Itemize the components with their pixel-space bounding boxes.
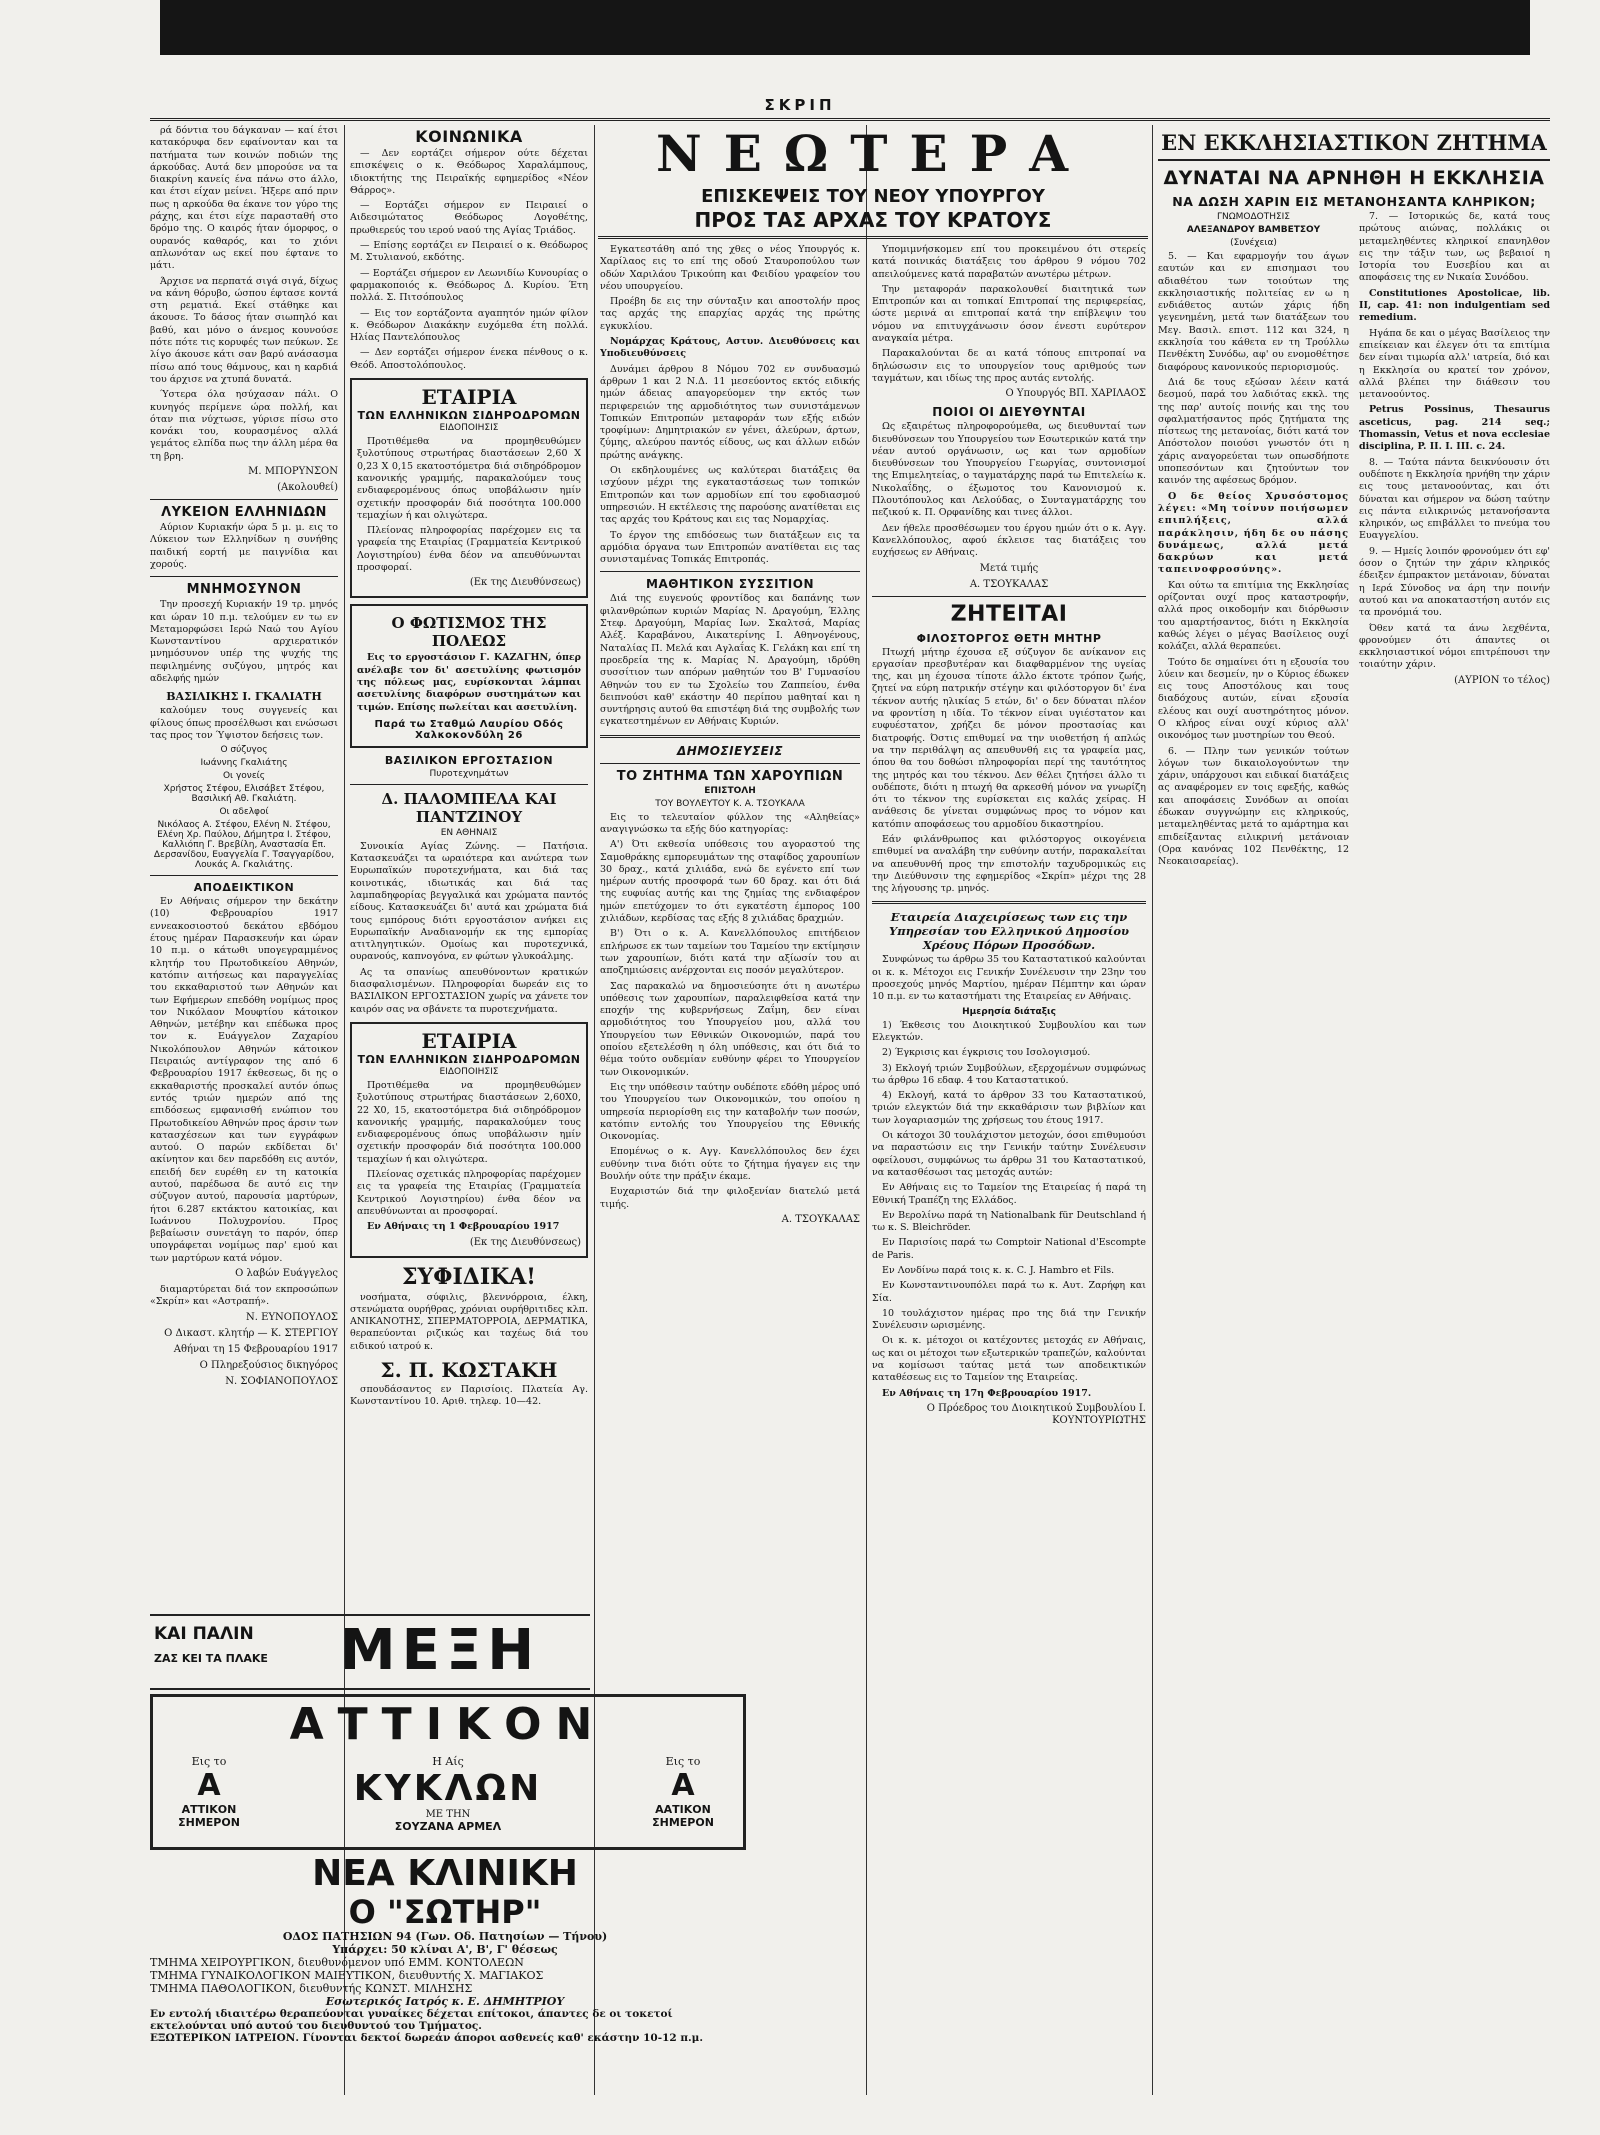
neotera-banner: ΕΠΙΣΚΕΨΕΙΣ ΤΟΥ ΝΕΟΥ ΥΠΟΥΡΓΟΥ ΠΡΟΣ ΤΑΣ ΑΡΧΑΣ ΤΟΥ ΚΡΑΤΟΥΣ (598, 186, 1148, 239)
apodeiktikon-sig: Ν. ΕΥΝΟΠΟΥΛΟΣ (246, 1311, 338, 1323)
railway-notice-1: ΕΤΑΙΡΙΑ ΤΩΝ ΕΛΛΗΝΙΚΩΝ ΣΙΔΗΡΟΔΡΟΜΩΝ ΕΙΔΟΠΟΙΗΣΙΣ Προτιθέμεθα να προμηθευθώμεν ξυλοτύπους στρωτήρας διαστάσεων 2,60 Χ 0,23 Χ 0,15 εκατοστόμετρα διά σιδηρόδρομον κανονικής γραμμής, παρακαλούμεν τους ενδιαφερομένους όπως υποβάλωσιν ημίν σχετικήν προσφοράν διά ποσότητα 100.000 τεμαχίων ή και ολιγώτερα. Πλείονας πληροφορίας παρέχομεν εις τα γραφεία της Εταιρίας (Γραμματεία Κεντρικού Λογιστηρίου) ένθα δέον να απευθύνωνται προσφοραί. (Εκ της Διευθύνσεως) (350, 378, 588, 598)
poioi-heading: ΠΟΙΟΙ ΟΙ ΔΙΕΥΘΥΝΤΑΙ (932, 405, 1086, 420)
fireworks-company: Δ. ΠΑΛΟΜΠΕΛΑ ΚΑΙ ΠΑΝΤΖΙΝΟΥ (381, 789, 557, 826)
serial-continued: (Ακολουθεί) (277, 482, 338, 494)
apodeiktikon-text: Εν Αθήναις σήμερον την δεκάτην (10) Φεβρουαρίου 1917 εννεακοσιοστού δεκάτου εβδόμου έτους ημέραν Παρασκευήν και ώραν 10 π.μ. ο κάτωθι υπογεγραμμένος κλητήρ του Πρωτοδικείου Αθηνών, κατόπιν αιτήσεως και παραγγελίας του εκκαθαριστού των Αθηνών και των Εφήμερων επεδόθη νομίμως προς τον Νικόλαον Μουφτίου κάτοικον Αθηνών, μετέβην και επέδωκα προς τον κ. Ευάγγελον Ζαχαρίου Νικολόπουλον Αθηνών κάτοικον Πειραιώς αντίγραφον της από 6 Φεβρουαρίου 1917 έκθεσεως, δι ης ο εκκαθαριστής προσκαλεί αυτόν όπως εντός τριών ημερών από της επιδόσεως εμφανισθή ενώπιον του Πρωτοδικείου Αθηνών προς άρσιν των κατασχέσεων και των εγγράφων αυτού. Ο παρών εκδίδεται δι' ακίνητον και δεν παρεδόθη εις αυτόν, επειδή δεν ευρέθη εν τη κατοικία αυτού, παρέδωσα δε αυτό εις την σύζυγον αυτού, παρουσία μαρτύρων, ήτοι 6.287 εκτάκτου κατοικίας, και Ιωάννου Πολυχρονίου. Προς βεβαίωσιν συνετάγη το παρόν, όπερ υπογράφεται νομίμως παρ' εμού και των μαρτύρων κατά νόμον. (150, 896, 338, 1264)
clinic-ad: ΝΕΑ ΚΛΙΝΙΚΗ Ο "ΣΩΤΗΡ" ΟΔΟΣ ΠΑΤΗΣΙΩΝ 94 (Γων. Οδ. Πατησίων — Τήνου) Υπάρχει: 50 κλίναι Α', Β', Γ' θέσεως ΤΜΗΜΑ ΧΕΙΡΟΥΡΓΙΚΟΝ, διευθυνόμενον υπό ΕΜΜ. ΚΟΝΤΟΛΕΩΝ ΤΜΗΜΑ ΓΥΝΑΙΚΟΛΟΓΙΚΟΝ ΜΑΙΕΥΤΙΚΟΝ, διευθυντής Χ. ΜΑΓΙΑΚΟΣ ΤΜΗΜΑ ΠΑΘΟΛΟΓΙΚΟΝ, διευθυντής ΚΩΝΣΤ. ΜΙΛΗΣΗΣ Εσωτερικός Ιατρός κ. Ε. ΔΗΜΗΤΡΙΟΥ Εν εντολή ιδιαιτέρω θεραπεύονται γυναίκες δέχεται επίτοκοι, άπαντες δε οι τοκετοί εκτελούνται υπό αυτού του διευθυντού του Τμήματος. ΕΞΩΤΕΡΙΚΟΝ ΙΑΤΡΕΙΟΝ. Γίνονται δεκτοί δωρεάν άποροι ασθενείς καθ' εκάστην 10-12 π.μ. (150, 1854, 704, 2044)
neotera-heading: ΝΕΩΤΕΡΑ (655, 124, 1091, 183)
ekklisia-headline: ΔΥΝΑΤΑΙ ΝΑ ΑΡΝΗΘΗ Η ΕΚΚΛΗΣΙΑ (1163, 167, 1545, 189)
apodeiktikon-sig: Αθήναι τη 15 Φεβρουαρίου 1917 (173, 1343, 338, 1355)
scan-top-band (0, 0, 1600, 55)
signatory-role: Οι αδελφοί (219, 807, 269, 818)
serial-paragraph: Ύστερα όλα ησύχασαν πάλι. Ο κυνηγός περίμενε ώρα πολλή, και όταν πια νύχτωσε, γύρισε πίσω στο κονάκι του, κουρασμένος αλλά γεμάτος ελπίδα πως την άλλη μέρα θα τη βρη. (150, 389, 338, 462)
fireworks-sub: Πυροτεχνημάτων (429, 768, 509, 779)
mnimosyno-name: ΒΑΣΙΛΙΚΗΣ Ι. ΓΚΑΛΙΑΤΗ (166, 690, 322, 704)
zitei-heading: ΖΗΤΕΙΤΑΙ (950, 601, 1068, 627)
fireworks-heading: ΒΑΣΙΛΙΚΟΝ ΕΡΓΟΣΤΑΣΙΟΝ (384, 753, 554, 767)
koinonika-item: — Εις τον εορτάζοντα αγαπητόν ημών φίλον κ. Θεόδωρον Διακάκην ευχόμεθα έτη πολλά. Ηλίας Παντελόπουλος (350, 307, 588, 344)
mnimosyno-heading: ΜΝΗΜΟΣΥΝΟΝ (186, 582, 302, 598)
dimosieyseis-heading: ΔΗΜΟΣΙΕΥΣΕΙΣ (676, 743, 784, 758)
apodeiktikon-sig: Ο λαβών Ευάγγελος (235, 1268, 338, 1280)
ekklisia-heading: ΕΝ ΕΚΚΛΗΣΙΑΣΤΙΚΟΝ ΖΗΤΗΜΑ (1158, 130, 1550, 161)
syfilis-heading: ΣΥΦΙΔΙΚΑ! (402, 1263, 536, 1290)
lykeion-heading: ΛΥΚΕΙΟΝ ΕΛΛΗΝΙΔΩΝ (161, 505, 327, 521)
mnimosyno-text: Την προσεχή Κυριακήν 19 τρ. μηνός και ώραν 10 π.μ. τελούμεν εν τω εν Μεταμορφώσει Ιερώ Ναώ του Αγίου Κωνσταντίνου αρχιερατικόν μνημόσυνον υπέρ της ψυχής της πεφιλημένης συζύγου, μητρός και αδελφής ημών (150, 599, 338, 684)
page-label: ΣΚΡΙΠ (764, 96, 836, 114)
mnimosyno-text: καλούμεν τους συγγενείς και φίλους όπως προσέλθωσι και ενώσωσι τας προς τον Ύψιστον δεήσεις των. (150, 705, 338, 741)
lighting-ad: Ο ΦΩΤΙΣΜΟΣ ΤΗΣ ΠΟΛΕΩΣ Εις το εργοστάσιον Γ. ΚΑΖΑΓΗΝ, όπερ ανέλαβε τον δι' ασετυλίνης φωτισμόν της πόλεως μας, ευρίσκονται λάμπαι ασετυλίνης διαφόρων συστημάτων και τιμών. Επίσης πωλείται και ασετυλίνη. Παρά τω Σταθμώ Λαυρίου Οδός Χαλκοκονδύλη 26 (350, 604, 588, 747)
mathitiko-heading: ΜΑΘΗΤΙΚΟΝ ΣΥΣΣΙΤΙΟΝ (646, 577, 814, 592)
koinonika-item: — Εορτάζει σήμερον εν Λεωνιδίω Κυνουρίας ο φαρμακοποιός κ. Θεόδωρος Δ. Κυρίου. Έτη πολλά. Σ. Πιτσόπουλος (350, 267, 588, 304)
koinonika-item: — Δεν εορτάζει σήμερον ούτε δέχεται επισκέψεις ο κ. Θεόδωρος Χαραλάμπους, ιδιοκτήτης της Πειραϊκής εφημερίδος «Νέον Θάρρος». (350, 148, 588, 196)
railway-notice-2: ΕΤΑΙΡΙΑ ΤΩΝ ΕΛΛΗΝΙΚΩΝ ΣΙΔΗΡΟΔΡΟΜΩΝ ΕΙΔΟΠΟΙΗΣΙΣ Προτιθέμεθα να προμηθευθώμεν ξυλοτύπους στρωτήρας διαστάσεων 2,60X0, 22 X0, 15, εκατοστόμετρα διά σιδηρόδρομον κανονικής γραμμής, παρακαλούμεν τους ενδιαφερομένους όπως υποβάλωσιν ημίν σχετικήν προσφοράν διά ποσότητα 100.000 τεμαχίων ή και ολιγώτερα. Πλείονας σχετικάς πληροφορίας παρέχομεν εις τα γραφεία της Εταιρίας (Γραμματεία Κεντρικού Λογιστηρίου) ένθα δέον να απευθύνωνται αι προσφοραί. Εν Αθήναις τη 1 Φεβρουαρίου 1917 (Εκ της Διευθύνσεως) (350, 1022, 588, 1258)
signatory-role: Οι γονείς (222, 771, 266, 782)
lykeion-text: Αύριον Κυριακήν ώρα 5 μ. μ. εις το Λύκειον των Ελληνίδων η συνήθης παιδική εορτή με παιγνίδια και χορούς. (150, 522, 338, 570)
column-5: ΕΝ ΕΚΚΛΗΣΙΑΣΤΙΚΟΝ ΖΗΤΗΜΑ ΔΥΝΑΤΑΙ ΝΑ ΑΡΝΗΘΗ Η ΕΚΚΛΗΣΙΑ ΝΑ ΔΩΣΗ ΧΑΡΙΝ ΕΙΣ ΜΕΤΑΝΟΗΣΑΝΤΑ ΚΛΗΡΙΚΟΝ; ΓΝΩΜΟΔΟΤΗΣΙΣ ΑΛΕΞΑΝΔΡΟΥ ΒΑΜΒΕΤΣΟΥ (Συνέχεια) 5. — Και εφαρμογήν του άγων εαυτών και εν επισημασι του αδιαθέτου των τοιούτων της εκκλησιαστικής πολιτείας εν ω η ενδιάθετος αυτών χάρις ήδη γεγενημένη, μετά των διατάξεων του Μεγ. Βασιλ. επιστ. 112 και 324, η εκκλησία του κάθετα εν τη Τρούλλω Πενθέκτη Συνόδω, αφ' ου ενομοθέτησε διαφόρους κανονικούς περιορισμούς. Διά δε τους εξώσαν λέειν κατά δεσμού, παρά του λαδιότας εκκλ. της της παρ' αυτοίς ποινής και της του σφαλματήσαντος πρός ζητήματα της πίστεως της μετανοίας, διότι κατά τον Απόστολον ποιούσι γνωστόν ότι η χάρις αναγορεύεται των οπωσδήποτε υποπεσόντων και ζητούντων τον καινόν της αφέσεως δρόμον. Ο δε θείος Χρυσόστομος λέγει: «Μη τοίνυν ποιήσωμεν επιπλήξεις, αλλά παράκλησιν, ήδη δε ου πάσης δυνάμεως, αλλά μετά δακρύων και μετά ταπεινοφροσύνης». Και ούτω τα επιτίμια της Εκκλησίας ορίζονται ουχί προς καταστροφήν, αλλά προς οικοδομήν και διόρθωσιν του αμαρτήσαντος, διότι η Εκκλησία καθώς λέγει ο μέγας Βασίλειος ουχί κολάζει, αλλά θεραπεύει. Τούτο δε σημαίνει ότι η εξουσία του λύειν και δεσμείν, ην ο Κύριος έδωκεν εις τους Αποστόλους και τους διαδόχους αυτών, είναι εξουσία ελέους και ουχί αυστηρότητος μόνον. Ο κλήρος είναι ουχί κύριος αλλ' οικονόμος των μυστηρίων του Θεού. 6. — Πλην των γενικών τούτων λόγων των δικαιολογούντων την χάριν, υπάρχουσι και ειδικαί διατάξεις ας αναφέρομεν εν τοις εφεξής, καθώς και αποφάσεις Συνόδων αι οποίαι έδωκαν συγγνώμην εις κληρικούς, μεταμεληθέντας μετά το αμάρτημα και επιδείξαντας ειλικρινή μετάνοιαν (Ορα κανόνας 102 Πενθέκτης, 12 Νεοκαισαρείας). 7. — Ιστορικώς δε, κατά τους πρώτους αιώνας, πολλάκις οι μεταμεληθέντες κληρικοί επανηλθον εις την τάξιν των, ως βεβαιοί η Ιστορία του Ευσεβίου και αι αποφάσεις της εν Νικαία Συνόδου. Constitutiones Apostolicae, lib. II, cap. 41: non indulgentiam sed remedium. Ηγάπα δε και ο μέγας Βασίλειος την επιείκειαν και έλεγεν ότι τα επιτίμια δεν είναι τιμωρία αλλ' ιατρεία, διό και η Εκκλησία ου κρατεί τον χρόνον, αλλά βλέπει την διάθεσιν του μετανοούντος. Petrus Possinus, Thesaurus asceticus, pag. 214 seq.; Thomassin, Vetus et nova ecclesiae disciplina, P. II. I. III. c. 24. 8. — Ταύτα πάντα δεικνύουσιν ότι ουδέποτε η Εκκλησία ηρνήθη την χάριν εις τους μετανοούντας, και ότι δύναται και σήμερον να δώση ταύτην εις πάντα ειλικρινώς μετανοήσαντα κληρικόν, ως επιβάλλει το πνεύμα του Ευαγγελίου. 9. — Ημείς λοιπόν φρονούμεν ότι εφ' όσον ο ζητών την χάριν κληρικός έδειξεν έμπρακτον μετάνοιαν, δύναται η Ιερά Σύνοδος να άρη την ποινήν αυτού και να αποκαταστήση αυτόν εις τα προνόμιά του. Όθεν κατά τα άνω λεχθέντα, φρονούμεν ότι άπαντες οι εκκλησιαστικοί νόμοι επιτρέπουσι την τοιαύτην χάριν. (ΑΥΡΙΟΝ το τέλος) (1158, 130, 1550, 868)
koinonika-item: — Εορτάζει σήμερον εν Πειραιεί ο Αιδεσιμώτατος Θεόδωρος Λογοθέτης, πρωθιερεύς του ιερού ναού της Αγίας Τριάδος. (350, 200, 588, 236)
attikon-ad: ΑΤΤΙΚΟΝ Εις το Α ΑΤΤΙΚΟΝ ΣΗΜΕΡΟΝ Η Αίς ΚΥΚΛΩΝ ΜΕ ΤΗΝ ΣΟΥΖΑΝΑ ΑΡΜΕΛ Εις το Α ΑΑΤΙΚΟΝ ΣΗΜΕΡΟΝ (150, 1694, 746, 1850)
apodeiktikon-heading: ΑΠΟΔΕΙΚΤΙΚΟΝ (193, 881, 295, 895)
column-rule (866, 125, 867, 2095)
serial-paragraph: ρά δόντια του δάγκαναν — καί έτσι κατακόρυφα δεν εφαίνονταν και τα πατήματα των κοινών ποδιών της άρκούδας. Αυτά δεν μπορούσε να τα διακρίνη κανείς ένα πάνω στο άλλο, και έτσι είχαν μείνει. Ήξερε από πριν πως η αρκούδα θα έκανε τον γύρο της ράχης, και έτσι είχε παρασταθή στο δρόμο της. Ο καιρός ήταν όμορφος, ο ουρανός καθαρός, και το χιόνι απλωνόταν ως εκεί που έφτανε το μάτι. (150, 125, 338, 272)
signatory-names: Νικόλαος Α. Στέφου, Ελένη Ν. Στέφου, Ελένη Χρ. Παύλου, Δήμητρα Ι. Στέφου, Καλλιόπη Γ. Βρεβίλη, Αναστασία Επ. Δερσανίδου, Ευαγγελία Γ. Τσαγγαρίδου, Λουκάς Α. Γκαλιάτης. (153, 820, 335, 871)
syfilis-text: νοσήματα, σύφιλις, βλεννόρροια, έλκη, στενώματα ουρήθρας, χρόνιαι ουρήθριτιδες κλπ. ΑΝΙΚΑΝΟΤΗΣ, ΣΠΕΡΜΑΤΟΡΡΟΙΑ, ΔΕΡΜΑΤΙΚΑ, θεραπεύονται ριζικώς και ταχέως διά του ειδικού ιατρού κ. (350, 1291, 588, 1352)
column-1 (150, 125, 338, 1685)
mathitiko-text: Διά της ευγενούς φροντίδος και δαπάνης των φιλανθρώπων κυριών Μαρίας Ν. Δραγούμη, Έλλης Στεφ. Δραγούμη, Μαρίας Ιων. Σκαλτσά, Μαρίας Αλέξ. Καραβάνου, Αικατερίνης Ι. Αθηνογένους, Ναταλίας Π. Μελά και Αγλαΐας Κ. Γελάκη και επί τη προεδρεία της κ. Μαρίας Ν. Δραγούμη, ιδρύθη συσσίτιον των απόρων μαθητών του Β' Γυμνασίου Αθηνών του εν τω Σχολείω του Ζαππείου, ένθα δειπνούσι καθ' εκάστην 40 περίπου μαθηταί και η συντήρησις αυτού θα επιστέφη διά της συμβολής των εγκατεστημένων εν Αθήναις Κυριών. (600, 593, 860, 728)
koinonika-heading: ΚΟΙΝΩΝΙΚΑ (415, 127, 523, 146)
top-rule (150, 118, 1550, 121)
column-4: Υπομιμνήσκομεν επί του προκειμένου ότι στερείς κατά ποινικάς διατάξεις του άρθρου 9 νόμου 702 απειλούμενες κατά παραβατών ανωτέρω μέτρων. Την μεταφοράν παρακολουθεί διαιτητικά των Επιτροπών και αι τοπικαί Επιτροπαί της περιφερείας, ώστε μερινά αι επιτροπαί κατά την επίβλεψιν του νόμου να επιτυγχάνωσιν όσον ένεστι ευρύτερον αναγκαία μέτρα. Παρακαλούνται δε αι κατά τόπους επιτροπαί να δηλώσωσιν εις το υπουργείον τους αριθμούς των ταγμάτων, και ιδίως της προς αυτάς εντολής. Ο Υπουργός ΒΠ. ΧΑΡΙΛΑΟΣ ΠΟΙΟΙ ΟΙ ΔΙΕΥΘΥΝΤΑΙ Ως εξαιρέτως πληροφορούμεθα, ως διευθυνταί των διευθύνσεων του Υπουργείου των Εσωτερικών κατά την νέαν αυτού οργάνωσιν, ως και των αρμοδίων διευθύνσεων του Υπουργείου Γεωργίας, συντονισμοί της Επιμελητείας, ο ταγματάρχης παρά τω Επιτελείω κ. Νικολαΐδης, ο έξωμοτος του Κανονισμού κ. Πλουτόπουλος και Λελούδας, ο Συνταγματάρχης του πεζικού κ. Π. Ορφανίδης και τινες άλλοι. Δεν ήθελε προσθέσωμεν του έργου ημών ότι ο κ. Αγγ. Κανελλόπουλος, αφού έκλεισε τας διατάξεις του ευχήσεως εν Αθήναις. Μετά τιμής Α. ΤΣΟΥΚΑΛΑΣ ΖΗΤΕΙΤΑΙ ΦΙΛΟΣΤΟΡΓΟΣ ΘΕΤΗ ΜΗΤΗΡ Πτωχή μήτηρ έχουσα εξ σύζυγον δε ανίκανον εις εργασίαν πρεσβυτέραν και διαφθαρμένον της υγείας της, και μη έχουσα τίποτε άλλο έκτοτε τρόπον ζωής, ζητεί να εύρη πατρικήν στέγην και φιλόστοργον δι' ένα τέκνον αυτής ηλικίας 5 ετών, δι' ο δεν δύναται πλέον να φροντίση η ιδία. Το τέκνον είναι υγιέστατον και ευφυέστατον, χρήζει δε μόνον προστασίας και διατροφής. Όστις επιθυμεί να την υιοθετήση ή απλώς να την περιθάλψη ας απευθυνθή εις τα γραφεία μας, όπου θα του δοθώσι πληροφορίαι περί της ταυτότητος της μητρός και του τέκνου. Δεν θέλει ζητήσει άλλο τι ουδέποτε, διότι η πτωχή θα αρκεσθή μόνον να γνωρίζη ότι το τέκνον της ευρίσκεται εις καλάς χείρας. Η ανάθεσις δε γίνεται συμφώνως προς το νόμον και κατόπιν αποφάσεως του αρμοδίου δικαστηρίου. Εάν φιλάνθρωπος και φιλόστοργος οικογένεια επιθυμεί να αναλάβη την ευθύνην αυτήν, παρακαλείται να απευθυνθή προς την επιστολήν ταχυδρομικώς εις την Διεύθυνσιν της εφημερίδος «Σκρίπ» μέχρι της 28 της λήγουσης τρ. μηνός. Εταιρεία Διαχειρίσεως των εις την Υπηρεσίαν του Ελληνικού Δημοσίου Χρέους Πόρων Προσόδων. Συνφώνως τω άρθρω 35 του Καταστατικού καλούνται οι κ. κ. Μέτοχοι εις Γενικήν Συνέλευσιν την 23ην του προσεχούς μηνός Μαρτίου, ημέραν Πέμπτην και ώραν 10 π.μ. εν τω καταστήματι της Εταιρείας εν Αθήναις. Ημερησία διάταξις 1) Έκθεσις του Διοικητικού Συμβουλίου και των Ελεγκτών. 2) Έγκρισις και έγκρισις του Ισολογισμού. 3) Εκλογή τριών Συμβούλων, εξερχομένων συμφώνως τω άρθρω 16 εδαφ. 4 του Καταστατικού. 4) Εκλογή, κατά το άρθρον 33 του Καταστατικού, τριών ελεγκτών διά την εκκαθάρισιν των βιβλίων και των λογαριασμών της χρήσεως του έτους 1917. Οι κάτοχοι 30 τουλάχιστον μετοχών, όσοι επιθυμούσι να παραστώσιν εις την Γενικήν ταύτην Συνέλευσιν οφείλουσι, συμφώνως τω άρθρω 31 του Καταστατικού, να κατασθέσωσι τας μετοχάς αυτών: Εν Αθήναις εις το Ταμείον της Εταιρείας ή παρά τη Εθνική Τραπέζη της Ελλάδος. Εν Βερολίνω παρά τη Nationalbank für Deutschland ή τω κ. S. Bleichröder. Εν Παρισίοις παρά τω Comptoir National d'Escompte de Paris. Εν Λονδίνω παρά τοις κ. κ. C. J. Hambro et Fils. Εν Κωνσταντινουπόλει παρά τω κ. Αυτ. Ζαρήφη και Σία. 10 τουλάχιστον ημέρας προ της διά την Γενικήν Συνέλευσιν ωρισμένης. Οι κ. κ. μέτοχοι οι κατέχοντες μετοχάς εν Αθήναις, ως και οι μέτοχοι των εξωτερικών τραπεζών, καλούνται να κομίσωσι ταύτας μετά των αποδεικτικών καταθέσεως εις το Ταμείον της Εταιρείας. Εν Αθήναις τη 17η Φεβρουαρίου 1917. Ο Πρόεδρος του Διοικητικού Συμβουλίου Ι. ΚΟΥΝΤΟΥΡΙΩΤΗΣ (872, 244, 1146, 1426)
column-2: ΚΟΙΝΩΝΙΚΑ — Δεν εορτάζει σήμερον ούτε δέχεται επισκέψεις ο κ. Θεόδωρος Χαραλάμπους, ιδιοκτήτης της Πειραϊκής εφημερίδος «Νέον Θάρρος». — Εορτάζει σήμερον εν Πειραιεί ο Αιδεσιμώτατος Θεόδωρος Λογοθέτης, πρωθιερεύς του ιερού ναού της Αγίας Τριάδος. — Επίσης εορτάζει εν Πειραιεί ο κ. Θεόδωρος Μ. Στυλιανού, εκδότης. — Εορτάζει σήμερον εν Λεωνιδίω Κυνουρίας ο φαρμακοποιός κ. Θεόδωρος Δ. Κυρίου. Έτη πολλά. Σ. Πιτσόπουλος — Εις τον εορτάζοντα αγαπητόν ημών φίλον κ. Θεόδωρον Διακάκην ευχόμεθα έτη πολλά. Ηλίας Παντελόπουλος — Δεν εορτάζει σήμερον ένεκα πένθους ο κ. Θεόδ. Αποστολόπουλος. ΕΤΑΙΡΙΑ ΤΩΝ ΕΛΛΗΝΙΚΩΝ ΣΙΔΗΡΟΔΡΟΜΩΝ ΕΙΔΟΠΟΙΗΣΙΣ Προτιθέμεθα να προμηθευθώμεν ξυλοτύπους στρωτήρας διαστάσεων 2,60 Χ 0,23 Χ 0,15 εκατοστόμετρα διά σιδηρόδρομον κανονικής γραμμής, παρακαλούμεν τους ενδιαφερομένους όπως υποβάλωσιν ημίν σχετικήν προσφοράν διά ποσότητα 100.000 τεμαχίων ή και ολιγώτερα. Πλείονας πληροφορίας παρέχομεν εις τα γραφεία της Εταιρίας (Γραμματεία Κεντρικού Λογιστηρίου) ένθα δέον να απευθύνωνται προσφοραί. (Εκ της Διευθύνσεως) Ο ΦΩΤΙΣΜΟΣ ΤΗΣ ΠΟΛΕΩΣ Εις το εργοστάσιον Γ. ΚΑΖΑΓΗΝ, όπερ ανέλαβε τον δι' ασετυλίνης φωτισμόν της πόλεως μας, ευρίσκονται λάμπαι ασετυλίνης διαφόρων συστημάτων και τιμών. Επίσης πωλείται και ασετυλίνη. Παρά τω Σταθμώ Λαυρίου Οδός Χαλκοκονδύλη 26 ΒΑΣΙΛΙΚΟΝ ΕΡΓΟΣΤΑΣΙΟΝ Πυροτεχνημάτων Δ. ΠΑΛΟΜΠΕΛΑ ΚΑΙ ΠΑΝΤΖΙΝΟΥ ΕΝ ΑΘΗΝΑΙΣ Συνοικία Αγίας Ζώνης. — Πατήσια. Κατασκευάζει τα ωραιότερα και ανώτερα των Ευρωπαϊκών πυροτεχνήματα, και διά τας κοινοτικάς, ιδιωτικάς και διά τας λαμπαδηφορίας βεγγαλικά και χρώματα παντός είδους. Κατασκευάζει δι' αυτά και χρώματα διά τους εμπόρους διότι εργοστάσιον ανήκει εις Ευρωπαϊκήν Αναδιανομήν εκ της εμπορίας ατιτληγητικών. Ομοίως και πυροτεχνικά, ουρανούς, καπνογόνα, εν φώτων γλυκοάλμης. Ας τα σπανίως απευθύνοντων κρατικών διασφαλισμένων. Πληροφορίαι δωρεάν εις το ΒΑΣΙΛΙΚΟΝ ΕΡΓΟΣΤΑΣΙΟΝ χωρίς να χάνετε τον καιρόν σας να σβάνετε τα πυροτεχνήματα. ΕΤΑΙΡΙΑ ΤΩΝ ΕΛΛΗΝΙΚΩΝ ΣΙΔΗΡΟΔΡΟΜΩΝ ΕΙΔΟΠΟΙΗΣΙΣ Προτιθέμεθα να προμηθευθώμεν ξυλοτύπους στρωτήρας διαστάσεων 2,60X0, 22 X0, 15, εκατοστόμετρα διά σιδηρόδρομον κανονικής γραμμής, παρακαλούμεν τους ενδιαφερομένους όπως υποβάλωσιν ημίν σχετικήν προσφοράν διά ποσότητα 100.000 τεμαχίων ή και ολιγώτερα. Πλείονας σχετικάς πληροφορίας παρέχομεν εις τα γραφεία της Εταιρίας (Γραμματεία Κεντρικού Λογιστηρίου) ένθα δέον να απευθύνωνται αι προσφοραί. Εν Αθήναις τη 1 Φεβρουαρίου 1917 (Εκ της Διευθύνσεως) ΣΥΦΙΔΙΚΑ! νοσήματα, σύφιλις, βλεννόρροια, έλκη, στενώματα ουρήθρας, χρόνιαι ουρήθριτιδες κλπ. ΑΝΙΚΑΝΟΤΗΣ, ΣΠΕΡΜΑΤΟΡΡΟΙΑ, ΔΕΡΜΑΤΙΚΑ, θεραπεύονται ριζικώς και ταχέως διά του ειδικού ιατρού κ. Σ. Π. ΚΩΣΤΑΚΗ σπουδάσαντος εν Παρισίοις. Πλατεία Αγ. Κωνσταντίνου 10. Αριθ. τηλεφ. 10—42. (350, 127, 588, 1408)
serial-author: Μ. ΜΠΟΡΥΝΣΟΝ (248, 466, 338, 478)
doctor-address: σπουδάσαντος εν Παρισίοις. Πλατεία Αγ. Κωνσταντίνου 10. Αριθ. τηλεφ. 10—42. (350, 1384, 588, 1408)
doctor-name: Σ. Π. ΚΩΣΤΑΚΗ (380, 1358, 558, 1382)
fireworks-text: Συνοικία Αγίας Ζώνης. — Πατήσια. Κατασκευάζει τα ωραιότερα και ανώτερα των Ευρωπαϊκών πυροτεχνήματα, και διά τας κοινοτικάς, ιδιωτικάς και διά τας λαμπαδηφορίας βεγγαλικά και χρώματα παντός είδους. Κατασκευάζει δι' αυτά και χρώματα διά τους εμπόρους διότι εργοστάσιον ανήκει εις Ευρωπαϊκήν Αναδιανομήν εκ της εμπορίας ατιτληγητικών. Ομοίως και πυροτεχνικά, ουρανούς, καπνογόνα, εν φώτων γλυκοάλμης. (350, 840, 588, 963)
signatory-names: Χρήστος Στέφου, Ελισάβετ Στέφου, Βασιλική Αθ. Γκαλιάτη. (163, 784, 325, 805)
fireworks-text: Ας τα σπανίως απευθύνοντων κρατικών διασφαλισμένων. Πληροφορίαι δωρεάν εις το ΒΑΣΙΛΙΚΟΝ ΕΡΓΟΣΤΑΣΙΟΝ χωρίς να χάνετε τον καιρόν σας να σβάνετε τα πυροτεχνήματα. (350, 966, 588, 1015)
apodeiktikon-sig: διαμαρτύρεται διά τον εκπροσώπων «Σκρίπ» και «Αστραπή». (150, 1284, 338, 1308)
koinonika-item: — Δεν εορτάζει σήμερον ένεκα πένθους ο κ. Θεόδ. Αποστολόπουλος. (350, 347, 588, 371)
column-rule (1152, 125, 1153, 2095)
xaroupia-heading: ΤΟ ΖΗΤΗΜΑ ΤΩΝ ΧΑΡΟΥΠΙΩΝ (616, 768, 844, 784)
apodeiktikon-sig: Ο Πληρεξούσιος δικηγόρος (199, 1359, 338, 1371)
apodeiktikon-sig: Ο Δικαστ. κλητήρ — Κ. ΣΤΕΡΓΙΟΥ (164, 1327, 338, 1339)
mexi-ad: ΚΑΙ ΠΑΛΙΝ ΖΑΣ ΚΕΙ ΤΑ ΠΛΑΚΕ ΜΕΞΗ (150, 1614, 590, 1690)
signatory-names: Ιωάννης Γκαλιάτης (200, 758, 288, 769)
etaireia-heading: Εταιρεία Διαχειρίσεως των εις την Υπηρεσίαν του Ελληνικού Δημοσίου Χρέους Πόρων Προσόδων. (888, 910, 1130, 953)
column-3: Εγκατεστάθη από της χθες ο νέος Υπουργός κ. Χαρίλαος εις το επί της οδού Σταυροπούλου των οδών Χαριλάου Τρικούπη και Φειδίου γραφείον του νέου υπουργείου. Προέβη δε εις την σύνταξιν και αποστολήν προς τας αρχάς της επαρχίας αρχάς της πρώτης εγκυκλίου. Νομάρχας Κράτους, Αστυν. Διευθύνσεις και Υποδιευθύνσεις Δυνάμει άρθρου 8 Νόμου 702 εν συνδυασμώ άρθρων 1 και 2 Ν.Δ. 11 μεσεύοντος εκτός ειδικής ημών άδειας απαγορεύομεν την εκτός των περιφερειών της αρμοδιότητος των συνιστάμενων Τοπικών Επιτροπών μεταφοράν των εξής ειδών τροφίμων: Δημητριακών εν γένει, άλεύρων, άρτων, ζύμης, αλεύρου παντός είδους, ως και άλλων ειδών πρώτης ανάγκης. Οι εκδηλουμένες ως καλύτεραι διατάξεις θα ισχύουν μέχρι της εγκαταστάσεως των τοπικών Επιτροπών και των αρμοδίων επί του εφοδιασμού υπηρεσιών. Η εκτέλεσις της παρούσης ανατίθεται εις τας αρχάς του Κράτους και εις τας Νομαρχίας. Το έργον της επιδόσεως των διατάξεων εις τα αρμόδια όργανα των Επιτροπών ανατίθεται εις τας συνισταμένας Τοπικάς Επιτροπάς. ΜΑΘΗΤΙΚΟΝ ΣΥΣΣΙΤΙΟΝ Διά της ευγενούς φροντίδος και δαπάνης των φιλανθρώπων κυριών Μαρίας Ν. Δραγούμη, Έλλης Στεφ. Δραγούμη, Μαρίας Ιων. Σκαλτσά, Μαρίας Αλέξ. Καραβάνου, Αικατερίνης Ι. Αθηνογένους, Ναταλίας Π. Μελά και Αγλαΐας Κ. Γελάκη και επί τη προεδρεία της κ. Μαρίας Ν. Δραγούμη, ιδρύθη συσσίτιον των απόρων μαθητών του Β' Γυμνασίου Αθηνών του εν τω Σχολείω του Ζαππείου, ένθα δειπνούσι καθ' εκάστην 40 περίπου μαθηταί και η συντήρησις αυτού θα επιστέφη διά της συμβολής των εγκατεστημένων εν Αθήναις Κυριών. ΔΗΜΟΣΙΕΥΣΕΙΣ ΤΟ ΖΗΤΗΜΑ ΤΩΝ ΧΑΡΟΥΠΙΩΝ ΕΠΙΣΤΟΛΗ ΤΟΥ ΒΟΥΛΕΥΤΟΥ Κ. Α. ΤΣΟΥΚΑΛΑ Εις το τελευταίον φύλλον της «Αληθείας» αναγιγνώσκω τα εξής δύο κατηγορίας: Α') Ότι εκθεσία υπόθεσις του αγοραστού της Σαμοθράκης εμπορευμάτων της σταφίδος χαρουπίων 30 δραχ., κατά χιλιάδα, ενώ δε εγένετο επί των ημέρων αυτής προσφορά των 60 δραχ. και ότι διά της ευφυίας αυτής και της ζημίας της ενδιαφέρον ημών επετύχομεν το ότι εγκατέστη έμπορος 100 χιλιάδων, κερδίσας τας εξής 8 χιλιάδας δραχμών. Β') Ότι ο κ. Α. Κανελλόπουλος επιτήδειον επλήρωσε εκ των ταμείων του Ταμείου την εκτίμησιν των χαρουπίων, διότι κατά την αξίωσίν του αι αποζημιώσεις ανέρχονται εις ποσόν μεγαλύτερον. Σας παρακαλώ να δημοσιεύσητε ότι η ανωτέρω υπόθεσις των χαρουπίων, παραλειφθείσα κατά την εποχήν της κυβερνήσεως Ζαΐμη, δεν είναι αρμοδιότητος του Υπουργείου μου, αλλά του Υπουργείου των Εθνικών Οικονομιών, παρά του οποίου εξετελέσθη η όλη υπόθεσις, και ότι διά το θέμα τούτο ουδεμίαν ευθύνην φέρει το Υπουργείον των Οικονομικών. Εις την υπόθεσιν ταύτην ουδέποτε εδόθη μέρος υπό του Υπουργείου των Οικονομικών, του οποίου η υπηρεσία περιορίσθη εις την καταβολήν των ποσών, κατόπιν εντολής του Υπουργείου της Εθνικής Οικονομίας. Επομένως ο κ. Αγγ. Κανελλόπουλος δεν έχει ευθύνην τινα διότι ούτε το ζήτημα ήγαγεν εις την Βουλήν ούτε την πράξιν έκαμε. Ευχαριστών διά την φιλοξενίαν διατελώ μετά τιμής. Α. ΤΣΟΥΚΑΛΑΣ (600, 244, 860, 1225)
ekklisia-subheadline: ΝΑ ΔΩΣΗ ΧΑΡΙΝ ΕΙΣ ΜΕΤΑΝΟΗΣΑΝΤΑ ΚΛΗΡΙΚΟΝ; (1172, 194, 1536, 209)
serial-paragraph: Άρχισε να περπατά σιγά σιγά, δίχως να κάνη θόρυβο, ώσπου έφτασε κοντά στη ρεματιά. Εκεί στάθηκε και άκουσε. Το δάσος ήταν σιωπηλό και βαθύ, και μόνο ο άνεμος κουνούσε πότε πότε τις κορυφές των πεύκων. Σε λίγο άκουσε κάτι σαν βαρύ ανάσασμα πίσω από τους θάμνους, και η καρδιά του άρχισε να χτυπά δυνατά. (150, 275, 338, 385)
koinonika-item: — Επίσης εορτάζει εν Πειραιεί ο κ. Θεόδωρος Μ. Στυλιανού, εκδότης. (350, 240, 588, 264)
apodeiktikon-sig: Ν. ΣΟΦΙΑΝΟΠΟΥΛΟΣ (225, 1375, 338, 1387)
signatory-role: Ο σύζυγος (220, 745, 268, 756)
